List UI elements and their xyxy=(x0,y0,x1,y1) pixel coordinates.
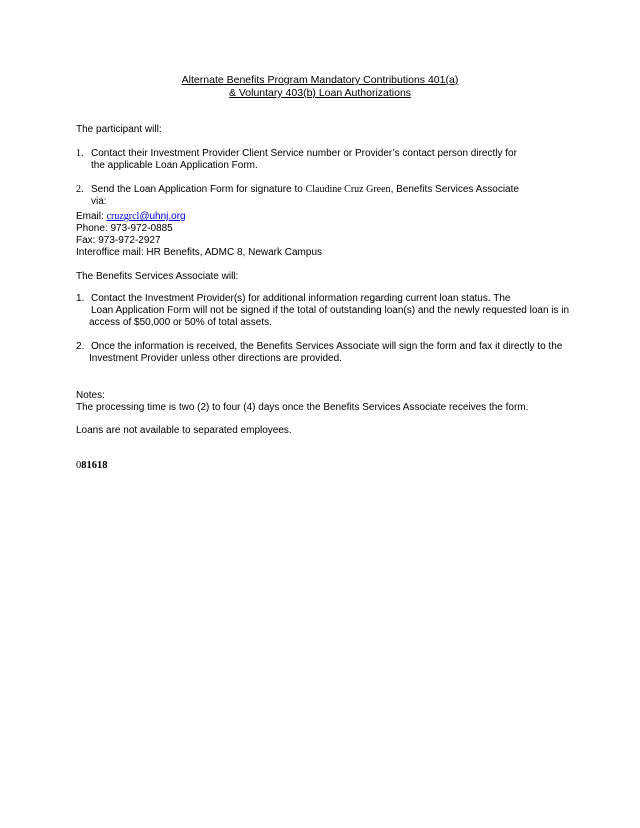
fax-line: Fax: 973-972-2927 xyxy=(76,235,161,246)
associate-item-1-number: 1. xyxy=(76,293,85,304)
participant-item-2-number: 2. xyxy=(76,184,84,195)
notes-line-2: Loans are not available to separated employees. xyxy=(76,425,292,436)
participant-item-1-line-1: Contact their Investment Provider Client Service number or Provider’s contact person directly for xyxy=(91,148,517,159)
associate-item-1-line-3: access of $50,000 or 50% of total assets. xyxy=(89,317,272,328)
notes-line-1: The processing time is two (2) to four (4) days once the Benefits Services Associate receives the form. xyxy=(76,402,529,413)
title-line-2: & Voluntary 403(b) Loan Authorizations xyxy=(228,87,412,99)
interoffice-line: Interoffice mail: HR Benefits, ADMC 8, Newark Campus xyxy=(76,247,323,258)
document-code-number: 81618 xyxy=(81,460,108,471)
participant-item-2-text-post: , Benefits Services Associate xyxy=(390,184,519,195)
email-link[interactable] xyxy=(107,211,186,222)
notes-heading: Notes: xyxy=(76,390,105,401)
email-label: Email: xyxy=(76,211,107,222)
email-user: cruzgrcl xyxy=(106,211,140,222)
associate-item-2-line-2: Investment Provider unless other directions are provided. xyxy=(89,353,342,364)
associate-item-1-line-1: Contact the Investment Provider(s) for additional information regarding current loan status. The xyxy=(91,293,511,304)
participant-heading: The participant will: xyxy=(76,124,162,135)
document-code xyxy=(76,460,108,471)
email-line xyxy=(76,211,186,223)
title-line-1: Alternate Benefits Program Mandatory Contributions 401(a) xyxy=(181,74,459,86)
email-domain: @uhnj.org xyxy=(139,211,186,222)
participant-item-2-line-2: via: xyxy=(91,196,107,207)
associate-item-2-number: 2. xyxy=(76,341,85,352)
associate-name: Claudine Cruz Green xyxy=(305,184,391,195)
phone-line: Phone: 973-972-0885 xyxy=(76,223,173,234)
associate-item-2-line-1: Once the information is received, the Benefits Services Associate will sign the form and fax it directly to the xyxy=(91,341,563,352)
participant-item-1-line-2: the applicable Loan Application Form. xyxy=(91,160,258,171)
participant-item-2-line-1 xyxy=(91,184,519,196)
associate-item-1-line-2: Loan Application Form will not be signed if the total of outstanding loan(s) and the newly requested loan is in xyxy=(91,305,570,316)
document-code-prefix: 0 xyxy=(76,460,82,471)
participant-item-2-text-pre: Send the Loan Application Form for signature to xyxy=(91,184,306,195)
participant-item-1-number: 1. xyxy=(76,148,84,159)
associate-heading: The Benefits Services Associate will: xyxy=(76,271,239,282)
